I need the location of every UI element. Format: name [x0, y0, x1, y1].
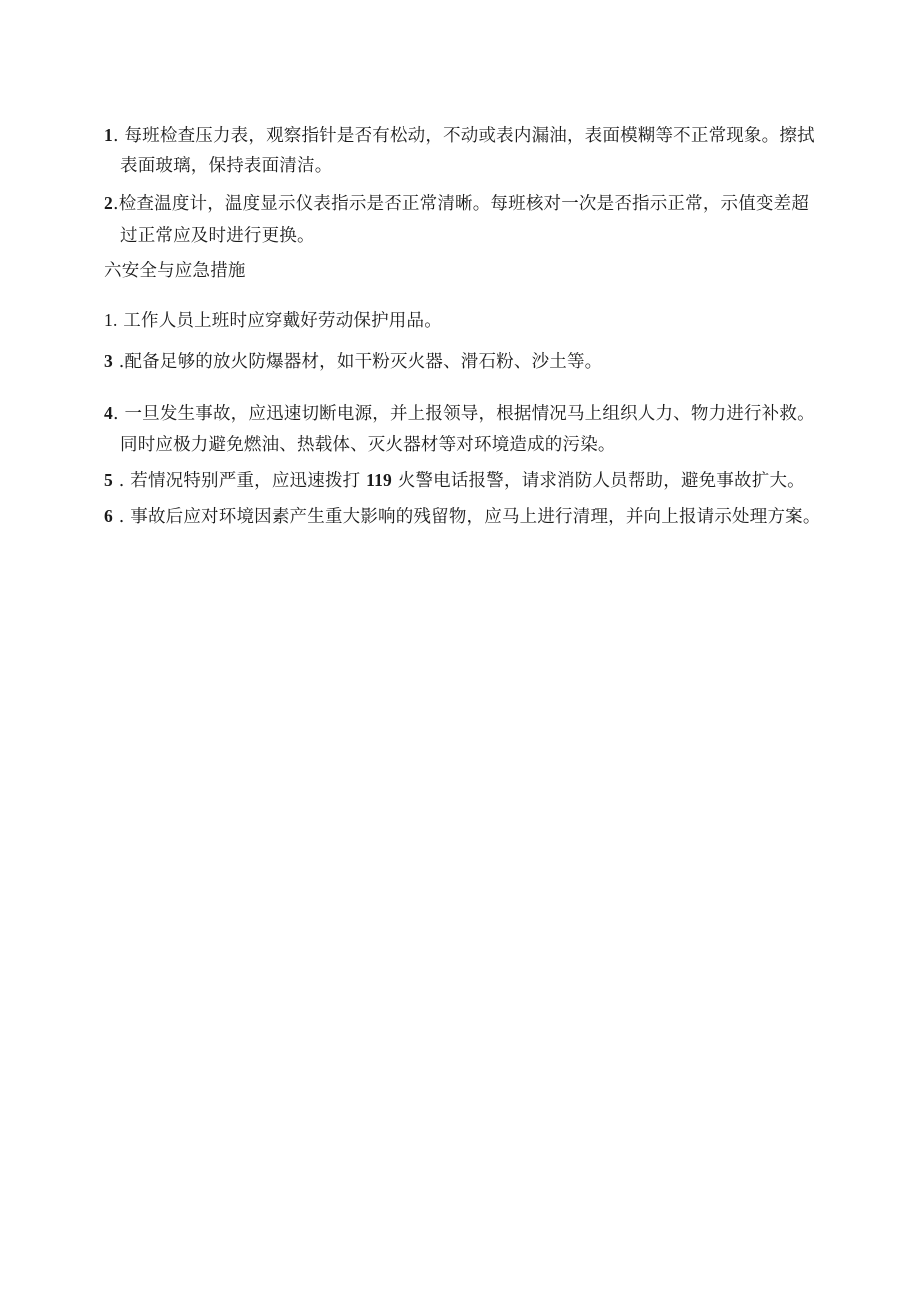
list-item-text: 同时应极力避免燃油、热载体、灭火器材等对环境造成的污染。: [120, 435, 616, 455]
list-item-text: 工作人员上班时应穿戴好劳动保护用品。: [117, 311, 442, 331]
list-item-text: 表面玻璃，保持表面清洁。: [120, 156, 333, 176]
safety-item-4-line-2: [120, 434, 616, 456]
list-item-text: . 事故后应对环境因素产生重大影响的残留物，应马上进行清理，并向上报请示处理方案。: [112, 507, 821, 527]
list-item-number: 2: [104, 193, 113, 213]
safety-item-6: [104, 505, 821, 528]
emergency-number: 119: [366, 470, 392, 490]
list-item-number: 5: [104, 470, 113, 490]
list-item-text: . 每班检查压力表，观察指针是否有松动，不动或表内漏油，表面模糊等不正常现象。擦拭: [112, 126, 815, 146]
list-item-1-line-2: [120, 155, 332, 177]
list-item-number: 6: [104, 506, 113, 526]
list-item-1-line-1: [104, 124, 815, 147]
list-item-text: .检查温度计，温度显示仪表指示是否正常清晰。每班核对一次是否指示正常，示值变差超: [112, 194, 810, 214]
list-item-text: 火警电话报警，请求消防人员帮助，避免事故扩大。: [392, 471, 805, 491]
list-item-text: . 若情况特别严重，应迅速拨打: [112, 471, 367, 491]
list-item-number: 4: [104, 403, 113, 423]
list-item-number: 1: [104, 125, 113, 145]
section-heading: 六安全与应急措施: [104, 261, 246, 281]
safety-item-5: [104, 469, 805, 492]
safety-item-4-line-1: [104, 402, 815, 425]
list-item-2-line-1: [104, 192, 809, 215]
safety-item-1: [104, 309, 442, 332]
list-item-number: 1.: [104, 310, 118, 330]
list-item-number: 3: [104, 351, 113, 371]
safety-item-3: [104, 350, 602, 373]
list-item-text: .配备足够的放火防爆器材，如干粉灭火器、滑石粉、沙土等。: [112, 352, 603, 372]
list-item-2-line-2: [120, 225, 315, 247]
list-item-text: . 一旦发生事故，应迅速切断电源，并上报领导，根据情况马上组织人力、物力进行补救。: [112, 404, 815, 424]
list-item-text: 过正常应及时进行更换。: [120, 226, 315, 246]
